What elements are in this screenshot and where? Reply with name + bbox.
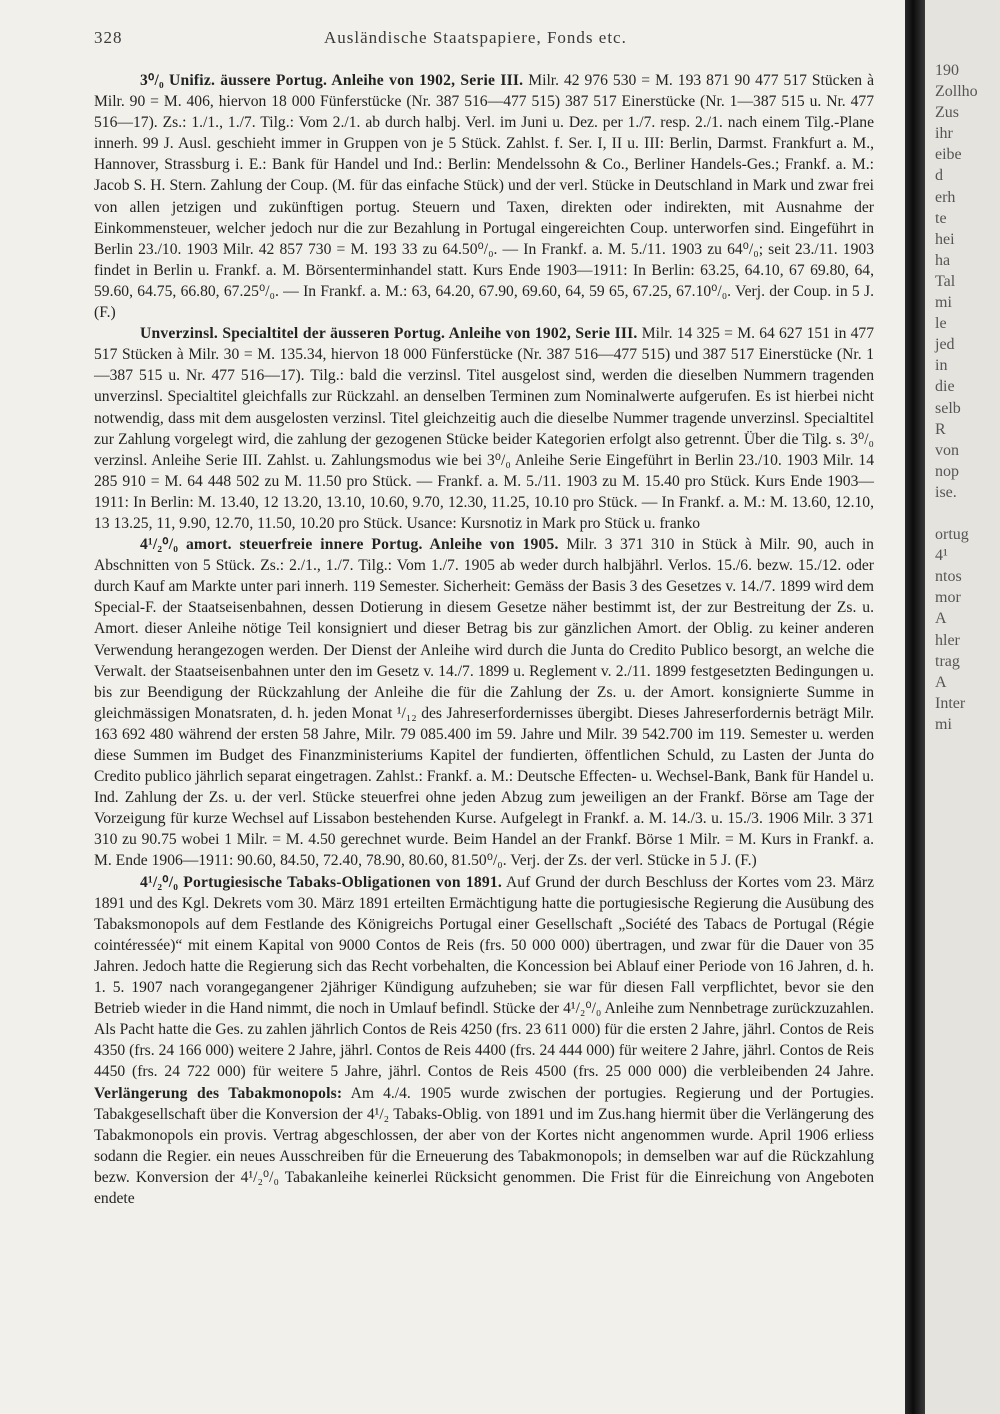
- page-number: 328: [94, 28, 123, 47]
- facing-page-fragment: jed: [935, 336, 955, 354]
- facing-page-fragment: ortug: [935, 526, 969, 544]
- facing-page-fragment: A: [935, 673, 947, 691]
- facing-page-fragment: ha: [935, 251, 951, 269]
- facing-page-fragment: nop: [935, 462, 959, 480]
- entry-4-subheading: Verlängerung des Tabakmonopols:: [94, 1084, 343, 1102]
- entry-3-heading: 4¹/₂⁰/₀ amort. steuerfreie innere Portug. Anleihe von 1905.: [140, 536, 559, 554]
- running-header: [94, 28, 874, 52]
- facing-page-fragment: A: [935, 610, 947, 628]
- facing-page-fragment: [925, 503, 978, 524]
- facing-page-fragment: in: [935, 357, 948, 375]
- book-gutter: [905, 0, 925, 1414]
- facing-page-edge: [925, 0, 1000, 1414]
- facing-page-fragment: d: [935, 167, 943, 185]
- entry-3-text: Milr. 3 371 310 in Stück à Milr. 90, auch in Abschnitten von 5 Stück. Zs.: 2./1., 1./7. Tilg.: Vom 1./7. 1905 ab weder durch halbjährl. Verlos. 15./6. bezw. 15./12. oder durch Kauf am Markte unter pari innerh. 119 Semester. Sicherheit: Gemäss der Basis 3 des Gesetzes v. 14./7. 1899 wird dem Special-F. der Staatseisenbahnen, dessen Dotierung in diesem Gesetze näher bestimmt ist, der zur Bestreitung der Zs. u. Amort. dieser Anleihe nötige Teil konsigniert und dieser Betrag bis zur gänzlichen Amort. der Oblig. zu keiner anderen Verwendung herangezogen werden. Der Dienst der Anleihe wird durch die Junta do Credito Publico besorgt, an welche die Verwalt. der Staatseisenbahnen unter den im Gesetz v. 14./7. 1899 u. Reglement v. 2./11. 1899 festgesetzten Bedingungen u. bis zur Beendigung der Rückzahlung der Anleihe die für die Zahlung der Zs. u. der Amort. konsignierte Summe in gleichmässigen Monatsraten, d. h. jeden Monat ¹/₁₂ des Jahreserfordernisses übergibt. Dieses Jahreserfordernis beträgt Milr. 163 692 480 während der ersten 58 Jahre, Milr. 79 085.400 im 59. Jahre und Milr. 39 542.700 im 119. Semester u. werden diese Summen im Budget des Finanzministeriums Kapitel der fundierten, öffentlichen Schuld, zu Lasten der Junta do Credito publico jährlich separat eingetragen. Zahlst.: Frankf. a. M.: Deutsche Effecten- u. Wechsel-Bank, Bank für Handel u. Ind. Zahlung der Zs. u. der verl. Stücke steuerfrei ohne jeden Abzug zum jeweiligen an der Frankf. Börse am Tage der Vorzeigung für kurze Wechsel auf Lissabon bestehenden Kurse. Aufgelegt in Frankf. a. M. 14./3. u. 15./3. 1906 Milr. 3 371 310 zu 90.75 wobei 1 Milr. = M. 4.50 gerechnet wurde. Beim Handel an der Frankf. Börse 1 Milr. = M. Kurs in Frankf. a. M. Ende 1906—1911: 90.60, 84.50, 72.40, 78.90, 80.60, 81.50⁰/₀. Verj. der Zs. der verl. Stücke in 5 J. (F.): [94, 536, 874, 870]
- entry-4-heading: 4¹/₂⁰/₀ Portugiesische Tabaks-Obligationen von 1891.: [140, 873, 502, 891]
- facing-page-fragment: te: [935, 209, 947, 227]
- facing-page-fragment: die: [935, 378, 955, 396]
- body-text: [94, 70, 874, 1209]
- entry-1-heading: 3⁰/₀ Unifiz. äussere Portug. Anleihe von 1902, Serie III.: [140, 72, 524, 89]
- facing-page-fragment: von: [935, 441, 959, 459]
- facing-page-fragment: ihr: [935, 125, 953, 143]
- facing-page-fragment: le: [935, 315, 947, 333]
- facing-page-fragment: trag: [935, 652, 960, 670]
- facing-page-fragment: Zus: [935, 104, 959, 122]
- facing-page-fragment: Inter: [935, 694, 966, 712]
- facing-page-fragment: R: [935, 420, 946, 438]
- facing-page-fragment: ntos: [935, 568, 962, 586]
- facing-page-fragment: hler: [935, 631, 960, 649]
- facing-page-fragment: mi: [935, 715, 952, 733]
- facing-page-fragment: eibe: [935, 146, 962, 164]
- entry-2: [94, 323, 874, 534]
- entry-4-text: Auf Grund der durch Beschluss der Kortes vom 23. März 1891 und des Kgl. Dekrets vom 30. März 1891 erteilten Ermächtigung hatte die portugiesische Regierung die Ausübung des Tabaksmonopols auf dem Festlande des Königreichs Portugal einer Gesellschaft „Société des Tabacs de Portugal (Régie cointéressée)“ mit einem Kapital von 9000 Contos de Reis (frs. 50 000 000) übertragen, und zwar für die Dauer von 35 Jahren. Jedoch hatte die Regierung sich das Recht vorbehalten, die Koncession bei Ablauf einer Periode von 16 Jahren, d. h. 1. 5. 1907 nach vorangegangener 2jähriger Kündigung aufzuheben; sie war für diesen Fall verpflichtet, bevor sie den Betrieb wieder in die Hand nimmt, die noch in Umlauf befindl. Stücke der 4¹/₂⁰/₀ Anleihe zum Nennbetrage zurückzuzahlen. Als Pacht hatte die Ges. zu zahlen jährlich Contos de Reis 4250 (frs. 23 611 000) für die ersten 2 Jahre, jährl. Contos de Reis 4350 (frs. 24 166 000) weitere 2 Jahre, jährl. Contos de Reis 4400 (frs. 24 444 000) für weitere 2 Jahre, jährl. Contos de Reis 4450 (frs. 24 722 000) für weitere 5 Jahre, jährl. Contos de Reis 4500 (frs. 25 000 000) die verbleibenden 24 Jahre.: [94, 873, 874, 1081]
- entry-2-heading: Unverzinsl. Specialtitel der äusseren Portug. Anleihe von 1902, Serie III.: [140, 325, 638, 343]
- entry-1: [94, 70, 874, 323]
- facing-page-fragment: hei: [935, 230, 955, 248]
- facing-page-fragment: Zollho: [935, 83, 978, 101]
- entry-4: [94, 872, 874, 1210]
- entry-1-text: Milr. 42 976 530 = M. 193 871 90 477 517 Stücken à Milr. 90 = M. 406, hiervon 18 000 Fünferstücke (Nr. 387 516—477 515) 387 517 Einerstücke (Nr. 1—387 515 u. Nr. 477 516—17). Zs.: 1./1., 1./7. Tilg.: Vom 2./1. ab durch halbj. Verl. im Juni u. Dez. per 1./7. resp. 2./1. nach einem Tilg.-Plane innerh. 99 J. Ausl. geschieht immer in Gruppen von je 5 Stück. Zahlst. f. Ser. I, II u. III: Berlin, Darmst. Frankfurt a. M., Hannover, Strassburg i. E.: Bank für Handel und Ind.: Berlin: Mendelssohn & Co., Berliner Handels-Ges.; Frankf. a. M.: Jacob S. H. Stern. Zahlung der Coup. (M. für das einfache Stück) und der verl. Stücke in Deutschland in Mark und zwar frei von allen jetzigen und zukünftigen portug. Steuern und Taxen, direkten oder indirekten, mit Ausnahme der Einkommensteuer, welcher jedoch nur die zur Bezahlung in Portugal eingereichten Coup. unterworfen sind. Eingeführt in Berlin 23./10. 1903 Milr. 42 857 730 = M. 193 33 zu 64.50⁰/₀. — In Frankf. a. M. 5./11. 1903 zu 64⁰/₀; seit 23./11. 1903 findet in Berlin u. Frankf. a. M. Börsenterminhandel statt. Kurs Ende 1903—1911: In Berlin: 63.25, 64.10, 67 69.80, 64, 59.60, 64.75, 66.80, 67.25⁰/₀. — In Frankf. a. M.: 63, 64.20, 67.90, 69.60, 64, 59 65, 67.25, 67.10⁰/₀. Verj. der Coup. in 5 J. (F.): [94, 72, 874, 322]
- facing-page-fragment: mor: [935, 589, 961, 607]
- facing-page-fragment: mi: [935, 294, 952, 312]
- entry-4-text-continued: Am 4./4. 1905 wurde zwischen der portugies. Regierung und der Portugies. Tabakgesellschaft über die Konversion der 4¹/₂ Tabaks-Oblig. von 1891 und im Zus.hang hiermit über die Verlängerung des Tabakmonopols ein provis. Vertrag abgeschlossen, der aber von der Kortes nicht angenommen wurde. April 1906 erliess sodann die Regier. ein neues Ausschreiben für die Erneuerung des Tabakmonopols; in demselben war auf die Rückzahlung bezw. Konversion der 4¹/₂⁰/₀ Tabakanleihe keinerlei Rücksicht genommen. Die Frist für die Einreichung von Angeboten endete: [94, 1084, 874, 1207]
- entry-2-text: Milr. 14 325 = M. 64 627 151 in 477 517 Stücken à Milr. 30 = M. 135.34, hiervon 18 000 Fünferstücke (Nr. 387 516—477 515) und 387 517 Einerstücke (Nr. 1—387 515 u. Nr. 477 516—17). Tilg.: bald die verzinsl. Titel ausgelost sind, werden die dieselben Nummern tragenden unverzinsl. Specialtitel gleichfalls zur Rückzahl. an denselben Terminen zum Nominalwerte aufgerufen. Es ist hierbei nicht notwendig, dass mit dem ausgelosten verzinsl. Titel gleichzeitig auch die dieselbe Nummer tragende unverzinsl. Specialtitel zur Zahlung vorgelegt wird, die zahlung der gezogenen Stücke beider Kategorien erfolgt also getrennt. Über die Tilg. s. 3⁰/₀ verzinsl. Anleihe Serie III. Zahlst. u. Zahlungsmodus wie bei 3⁰/₀ Anleihe Serie Eingeführt in Berlin 23./10. 1903 Milr. 14 285 910 = M. 64 448 502 zu M. 11.50 pro Stück. — Frankf. a. M. 5./11. 1903 zu M. 15.40 pro Stück. Kurs Ende 1903—1911: In Berlin: M. 13.40, 12 13.20, 13.10, 10.60, 9.70, 12.30, 11.25, 10.10 pro Stück. — In Frankf. a. M.: M. 13.60, 12.10, 13 13.25, 11, 9.90, 12.70, 11.50, 10.20 pro Stück. Usance: Kursnotiz in Mark pro Stück u. franko: [94, 325, 874, 532]
- facing-page-fragment: erh: [935, 188, 956, 206]
- facing-page-fragment: selb: [935, 399, 961, 417]
- facing-page-fragment: 4¹: [935, 547, 948, 565]
- facing-page-fragment: Tal: [935, 272, 956, 290]
- running-title: Ausländische Staatspapiere, Fonds etc.: [324, 28, 627, 47]
- facing-page-fragments: [925, 60, 978, 735]
- entry-3: [94, 534, 874, 872]
- facing-page-fragment: ise.: [935, 483, 957, 501]
- facing-page-fragment: 190: [935, 62, 959, 79]
